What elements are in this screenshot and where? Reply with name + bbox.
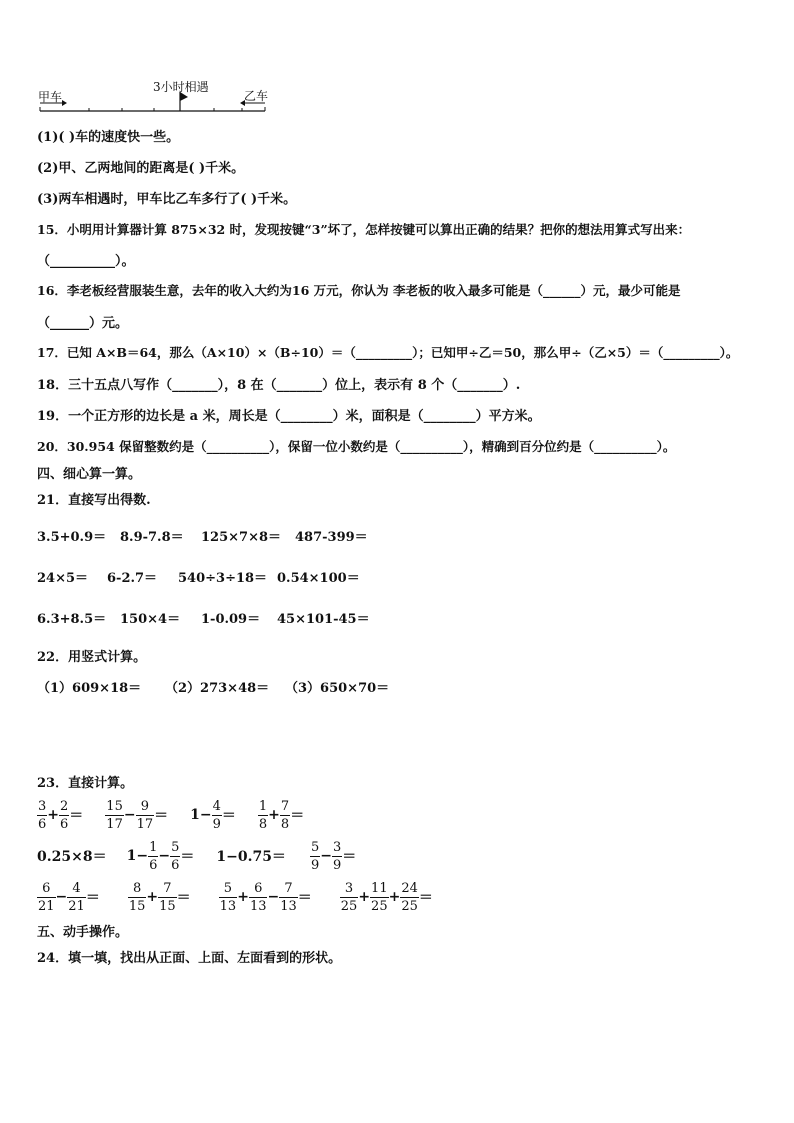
- q22-item2: （2）273×48＝: [165, 681, 270, 696]
- fraction: $\frac{5}{9}$: [310, 839, 320, 873]
- q24: 24．填一填，找出从正面、上面、左面看到的形状。: [37, 951, 342, 966]
- q16-line1: 16．李老板经营服装生意，去年的收入大约为16 万元，你认为 李老板的收入最多可能是（______）元，最少可能是: [37, 283, 681, 298]
- q21-r1c2: 8.9-7.8＝: [120, 530, 184, 545]
- fraction: $\frac{7}{8}$: [280, 798, 290, 832]
- q23-row2: [37, 838, 356, 874]
- q15-line2: （__________）。: [37, 254, 135, 269]
- q22-item3: （3）650×70＝: [285, 681, 390, 696]
- q16-line2: （______）元。: [37, 316, 129, 331]
- fraction: $\frac{9}{17}$: [136, 798, 154, 832]
- q14-part3: (3)两车相遇时，甲车比乙车多行了( )千米。: [37, 192, 297, 207]
- q23-r2-item1: 0.25×8＝: [37, 849, 107, 865]
- fraction: $\frac{4}{9}$: [212, 798, 221, 832]
- car-a-label: 甲车: [38, 90, 63, 104]
- fraction: $\frac{3}{6}$: [38, 798, 47, 832]
- q23-r3-item3: $\frac{5}{13}$ + $\frac{6}{13}$ − $\frac{7}{13}$ ＝: [219, 880, 312, 914]
- q14-part1: (1)( )车的速度快一些。: [37, 130, 180, 145]
- fraction: $\frac{1}{8}$: [258, 798, 268, 832]
- q23-r1-item3: 1− $\frac{4}{9}$ ＝: [190, 798, 236, 832]
- q21-r1c1: 3.5+0.9＝: [37, 530, 107, 545]
- fraction: $\frac{3}{25}$: [340, 880, 358, 914]
- q22-item1: （1）609×18＝: [37, 681, 142, 696]
- fraction: $\frac{5}{13}$: [219, 880, 237, 914]
- fraction: $\frac{11}{25}$: [371, 880, 388, 914]
- fraction: $\frac{5}{6}$: [171, 839, 180, 873]
- q23-r2-item4: $\frac{5}{9}$ − $\frac{3}{9}$ ＝: [310, 839, 357, 873]
- fraction: $\frac{4}{21}$: [68, 880, 85, 914]
- car-b-label: 乙车: [244, 89, 269, 103]
- q23-r2-item3: 1−0.75＝: [216, 849, 286, 865]
- q21-r2c2: 6-2.7＝: [107, 571, 158, 586]
- q21-r2c1: 24×5＝: [37, 571, 89, 586]
- q23-row3: [37, 879, 433, 915]
- q22-title: 22．用竖式计算。: [37, 650, 147, 665]
- q20: 20．30.954 保留整数约是（__________），保留一位小数约是（__________），精确到百分位约是（__________）。: [37, 439, 676, 454]
- q21-r3c3: 1-0.09＝: [201, 612, 261, 627]
- q21-r1c3: 125×7×8＝: [201, 530, 282, 545]
- q23-row1: [37, 797, 304, 833]
- q21-r1c4: 487-399＝: [295, 530, 368, 545]
- fraction: $\frac{6}{21}$: [38, 880, 55, 914]
- q23-r1-item2: $\frac{15}{17}$ − $\frac{9}{17}$ ＝: [106, 798, 169, 832]
- q23-r2-item2: 1− $\frac{1}{6}$ − $\frac{5}{6}$ ＝: [126, 839, 195, 873]
- q23-r1-item4: $\frac{1}{8}$ + $\frac{7}{8}$ ＝: [258, 798, 305, 832]
- q17: 17．已知 A×B＝64，那么（A×10）×（B÷10）＝（_________）；已知甲÷乙＝50，那么甲÷（乙×5）＝（_________）。: [37, 345, 739, 360]
- flag-label: 3小时相遇: [153, 80, 209, 94]
- fraction: $\frac{2}{6}$: [60, 798, 69, 832]
- fraction: $\frac{6}{13}$: [249, 880, 267, 914]
- q21-r2c3: 540÷3÷18＝: [178, 571, 268, 586]
- q23-title: 23．直接计算。: [37, 776, 134, 791]
- q23-r3-item4: $\frac{3}{25}$ + $\frac{11}{25}$ + $\frac{24}{25}$ ＝: [340, 880, 433, 914]
- q21-r2c4: 0.54×100＝: [277, 571, 360, 586]
- q21-r3c1: 6.3+8.5＝: [37, 612, 107, 627]
- fraction: $\frac{8}{15}$: [128, 880, 146, 914]
- q21-r3c2: 150×4＝: [120, 612, 181, 627]
- q23-r3-item2: $\frac{8}{15}$ + $\frac{7}{15}$ ＝: [128, 880, 191, 914]
- q14-part2: (2)甲、乙两地间的距离是( )千米。: [37, 161, 245, 176]
- q15-line1: 15．小明用计算器计算 875×32 时，发现按键“3”坏了，怎样按键可以算出正确的结果？把你的想法用算式写出来：: [37, 222, 691, 237]
- fraction: $\frac{1}{6}$: [149, 839, 158, 873]
- fraction: $\frac{15}{17}$: [106, 798, 123, 832]
- q23-r3-item1: $\frac{6}{21}$ − $\frac{4}{21}$ ＝: [38, 880, 100, 914]
- q21-r3c4: 45×101-45＝: [277, 612, 370, 627]
- fraction: $\frac{3}{9}$: [332, 839, 342, 873]
- fraction: $\frac{7}{15}$: [159, 880, 176, 914]
- fraction: $\frac{24}{25}$: [401, 880, 418, 914]
- q19: 19．一个正方形的边长是 a 米，周长是（________）米，面积是（________）平方米。: [37, 409, 541, 424]
- q18: 18．三十五点八写作（_______），8 在（_______）位上，表示有 8 个（_______）.: [37, 378, 521, 393]
- q23-r1-item1: $\frac{3}{6}$ + $\frac{2}{6}$ ＝: [38, 798, 84, 832]
- q21-title: 21．直接写出得数.: [37, 493, 151, 508]
- section-5-heading: 五、动手操作。: [37, 925, 129, 940]
- section-4-heading: 四、细心算一算。: [37, 467, 142, 482]
- fraction: $\frac{7}{13}$: [280, 880, 297, 914]
- meeting-diagram: [36, 78, 276, 118]
